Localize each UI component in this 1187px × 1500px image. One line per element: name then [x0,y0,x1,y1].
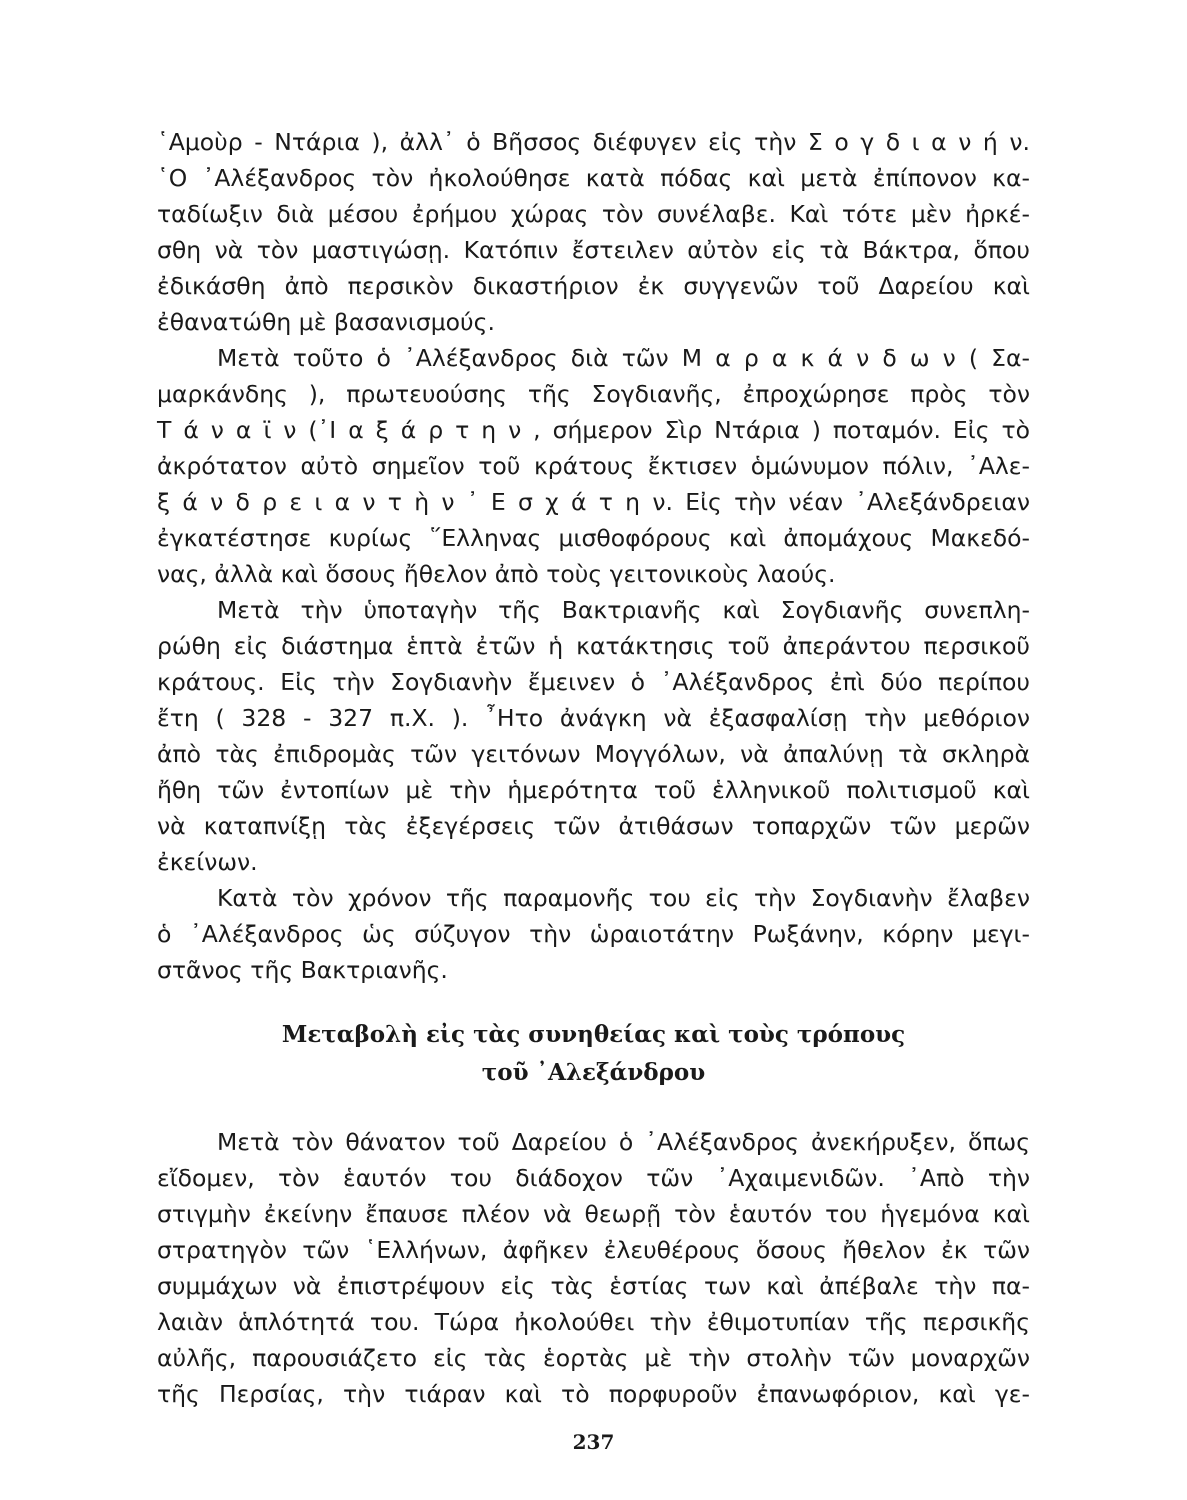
text-line: ἀπὸ τὰς ἐπιδρομὰς τῶν γειτόνων Μογγόλων, νὰ ἀπαλύνῃ τὰ σκληρὰ [157,740,1030,768]
text-line: Μετὰ τὴν ὑποταγὴν τῆς Βακτριανῆς καὶ Σογδιανῆς συνεπλη- [217,596,1030,624]
heading-line-1: Μεταβολὴ εἰς τὰς συνηθείας καὶ τοὺς τρόπους [281,1021,906,1048]
text-line: συμμάχων νὰ ἐπιστρέψουν εἰς τὰς ἑστίας των καὶ ἀπέβαλε τὴν πα- [157,1272,1030,1300]
heading-line-2: τοῦ ᾿Αλεξάνδρου [481,1059,706,1086]
text-line: εἴδομεν, τὸν ἑαυτόν του διάδοχον τῶν ᾿Αχαιμενιδῶν. ᾿Απὸ τὴν [157,1164,1030,1192]
text-line: νὰ καταπνίξῃ τὰς ἐξεγέρσεις τῶν ἀτιθάσων τοπαρχῶν τῶν μερῶν [157,812,1030,840]
text-line: στᾶνος τῆς Βακτριανῆς. [157,956,448,984]
text-line: ἀκρότατον αὐτὸ σημεῖον τοῦ κράτους ἔκτισεν ὁμώνυμον πόλιν, ᾿Αλε- [157,452,1030,480]
text-line: ἐδικάσθη ἀπὸ περσικὸν δικαστήριον ἐκ συγγενῶν τοῦ Δαρείου καὶ [157,272,1030,300]
text-line: κράτους. Εἰς τὴν Σογδιανὴν ἔμεινεν ὁ ᾿Αλέξανδρος ἐπὶ δύο περίπου [157,668,1030,696]
text-line: ῾Ο ᾿Αλέξανδρος τὸν ἠκολούθησε κατὰ πόδας καὶ μετὰ ἐπίπονον κα- [157,164,1030,192]
text-line: ἔτη ( 328 - 327 π.Χ. ). ῏Ητο ἀνάγκη νὰ ἐξασφαλίσῃ τὴν μεθόριον [157,704,1030,732]
text-line: ταδίωξιν διὰ μέσου ἐρήμου χώρας τὸν συνέλαβε. Καὶ τότε μὲν ἠρκέ- [157,200,1030,228]
page-number: 237 [572,1430,615,1454]
text-line: νας, ἀλλὰ καὶ ὅσους ἤθελον ἀπὸ τοὺς γειτονικοὺς λαούς. [157,560,836,588]
text-line: ὁ ᾿Αλέξανδρος ὡς σύζυγον τὴν ὡραιοτάτην Ρωξάνην, κόρην μεγι- [157,920,1030,948]
text-line: Τ ά ν α ϊ ν (᾿Ι α ξ ά ρ τ η ν , σήμερον Σὶρ Ντάρια ) ποταμόν. Εἰς τὸ [157,416,1030,444]
text-line: σθη νὰ τὸν μαστιγώσῃ. Κατόπιν ἔστειλεν αὐτὸν εἰς τὰ Βάκτρα, ὅπου [157,236,1030,264]
text-line: λαιὰν ἁπλότητά του. Τώρα ἠκολούθει τὴν ἐθιμοτυπίαν τῆς περσικῆς [157,1308,1030,1336]
text-line: ἐγκατέστησε κυρίως ῞Ελληνας μισθοφόρους καὶ ἀπομάχους Μακεδό- [157,524,1030,552]
text-line: στιγμὴν ἐκείνην ἔπαυσε πλέον νὰ θεωρῇ τὸν ἑαυτόν του ἡγεμόνα καὶ [157,1200,1030,1228]
text-line: ρώθη εἰς διάστημα ἑπτὰ ἐτῶν ἡ κατάκτησις τοῦ ἀπεράντου περσικοῦ [157,632,1030,660]
text-line: μαρκάνδης ), πρωτευούσης τῆς Σογδιανῆς, ἐπροχώρησε πρὸς τὸν [157,380,1030,408]
text-line: στρατηγὸν τῶν ῾Ελλήνων, ἀφῆκεν ἐλευθέρους ὅσους ἤθελον ἐκ τῶν [157,1236,1030,1264]
text-line: αὐλῆς, παρουσιάζετο εἰς τὰς ἑορτὰς μὲ τὴν στολὴν τῶν μοναρχῶν [157,1344,1030,1372]
text-line: ῾Αμοὺρ - Ντάρια ), ἀλλ᾿ ὁ Βῆσσος διέφυγεν εἰς τὴν Σ ο γ δ ι α ν ή ν. [157,128,1030,156]
text-line: ξ ά ν δ ρ ε ι α ν τ ὴ ν ᾿ Ε σ χ ά τ η ν. Εἰς τὴν νέαν ᾿Αλεξάνδρειαν [157,488,1030,516]
text-line: Μετὰ τοῦτο ὁ ᾿Αλέξανδρος διὰ τῶν Μ α ρ α κ ά ν δ ω ν ( Σα- [217,344,1030,372]
text-line: ἐθανατώθη μὲ βασανισμούς. [157,308,495,336]
text-line: Κατὰ τὸν χρόνον τῆς παραμονῆς του εἰς τὴν Σογδιανὴν ἔλαβεν [217,884,1030,912]
text-line: ἤθη τῶν ἐντοπίων μὲ τὴν ἡμερότητα τοῦ ἑλληνικοῦ πολιτισμοῦ καὶ [157,776,1030,804]
book-page [157,124,1030,1474]
text-line: Μετὰ τὸν θάνατον τοῦ Δαρείου ὁ ᾿Αλέξανδρος ἀνεκήρυξεν, ὅπως [217,1128,1030,1156]
text-line: ἐκείνων. [157,848,258,876]
text-line: τῆς Περσίας, τὴν τιάραν καὶ τὸ πορφυροῦν ἐπανωφόριον, καὶ γε- [157,1380,1030,1408]
